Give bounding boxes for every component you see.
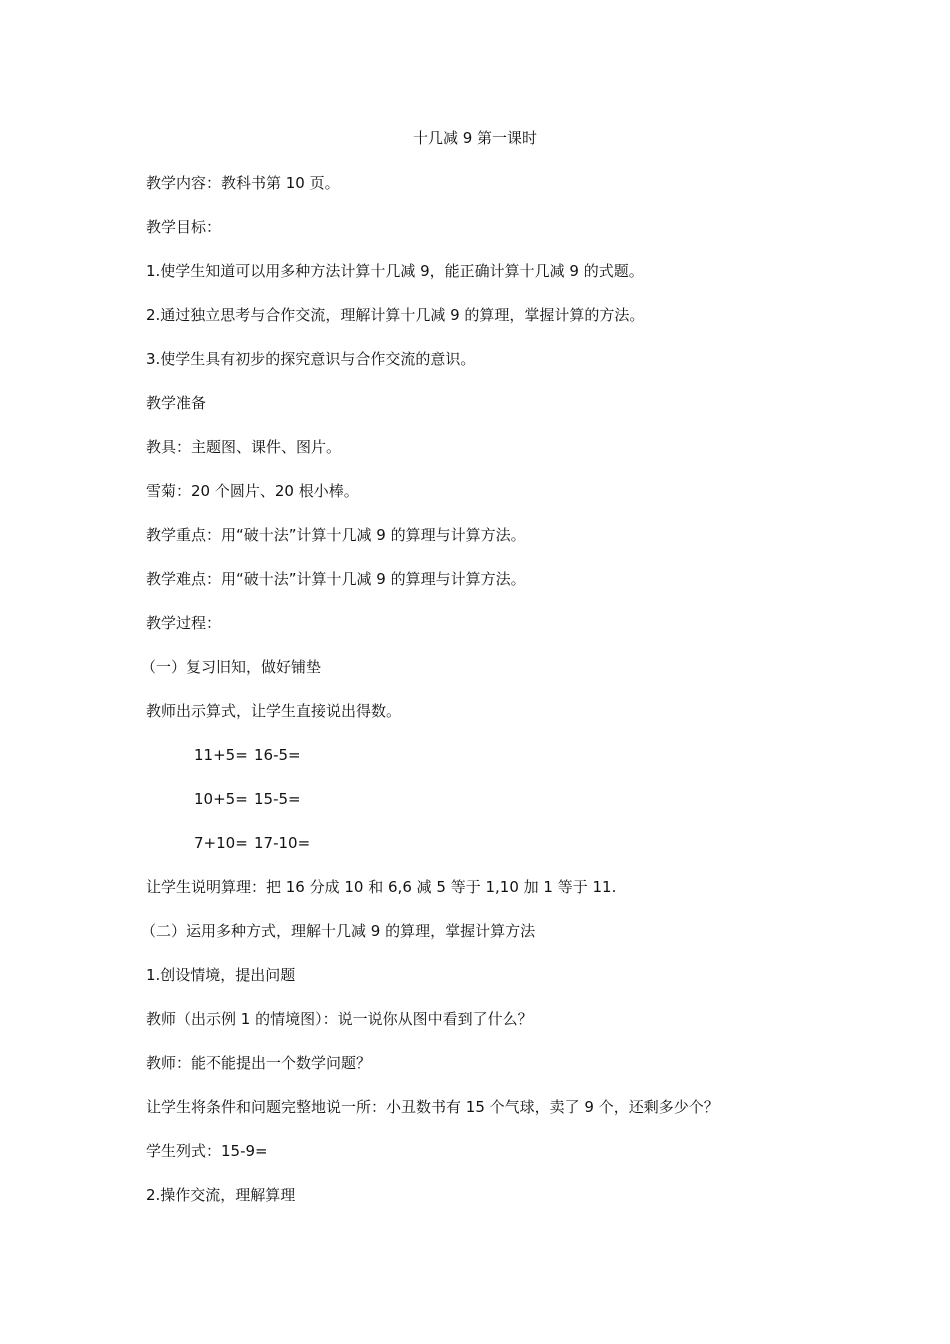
paragraph-goal-2: 2.通过独立思考与合作交流，理解计算十几减 9 的算理，掌握计算的方法。 bbox=[146, 306, 645, 324]
equation: 10+5= bbox=[194, 790, 248, 808]
equation-row bbox=[194, 833, 310, 853]
paragraph-step-1-heading: 1.创设情境，提出问题 bbox=[146, 966, 296, 984]
equation: 15-5= bbox=[254, 790, 301, 808]
equation: 16-5= bbox=[254, 746, 301, 764]
paragraph-process-heading: 教学过程： bbox=[146, 614, 222, 632]
paragraph-teacher-question-1: 教师（出示例 1 的情境图）：说一说你从图中看到了什么？ bbox=[146, 1010, 533, 1028]
paragraph-goal-3: 3.使学生具有初步的探究意识与合作交流的意识。 bbox=[146, 350, 476, 368]
paragraph-difficult-point: 教学难点：用“破十法”计算十几减 9 的算理与计算方法。 bbox=[146, 570, 526, 588]
paragraph-teacher-question-2: 教师：能不能提出一个数学问题？ bbox=[146, 1054, 372, 1072]
equation-row bbox=[194, 745, 301, 765]
paragraph-section-2-heading: （二）运用多种方式，理解十几减 9 的算理，掌握计算方法 bbox=[141, 922, 536, 940]
paragraph-teaching-goals-heading: 教学目标： bbox=[146, 218, 222, 236]
paragraph-teaching-aids: 教具：主题图、课件、图片。 bbox=[146, 438, 342, 456]
equation-row bbox=[194, 789, 301, 809]
paragraph-problem-statement: 让学生将条件和问题完整地说一所：小丑数书有 15 个气球，卖了 9 个，还剩多少个？ bbox=[146, 1098, 719, 1116]
paragraph-teaching-content: 教学内容：教科书第 10 页。 bbox=[146, 174, 340, 192]
paragraph-step-2-heading: 2.操作交流，理解算理 bbox=[146, 1186, 296, 1204]
paragraph-student-aids: 雪菊：20 个圆片、20 根小棒。 bbox=[146, 482, 359, 500]
equation: 7+10= bbox=[194, 834, 248, 852]
paragraph-show-equations: 教师出示算式，让学生直接说出得数。 bbox=[146, 702, 402, 720]
document-title: 十几减 9 第一课时 bbox=[412, 129, 538, 147]
paragraph-student-equation: 学生列式：15-9= bbox=[146, 1142, 268, 1160]
equation: 11+5= bbox=[194, 746, 248, 764]
paragraph-key-point: 教学重点：用“破十法”计算十几减 9 的算理与计算方法。 bbox=[146, 526, 526, 544]
paragraph-section-1-heading: （一）复习旧知，做好铺垫 bbox=[141, 658, 322, 676]
equation: 17-10= bbox=[254, 834, 311, 852]
paragraph-explain-reasoning: 让学生说明算理：把 16 分成 10 和 6,6 减 5 等于 1,10 加 1 等于 11. bbox=[146, 878, 617, 896]
paragraph-preparation-heading: 教学准备 bbox=[146, 394, 207, 412]
paragraph-goal-1: 1.使学生知道可以用多种方法计算十几减 9，能正确计算十几减 9 的式题。 bbox=[146, 262, 644, 280]
